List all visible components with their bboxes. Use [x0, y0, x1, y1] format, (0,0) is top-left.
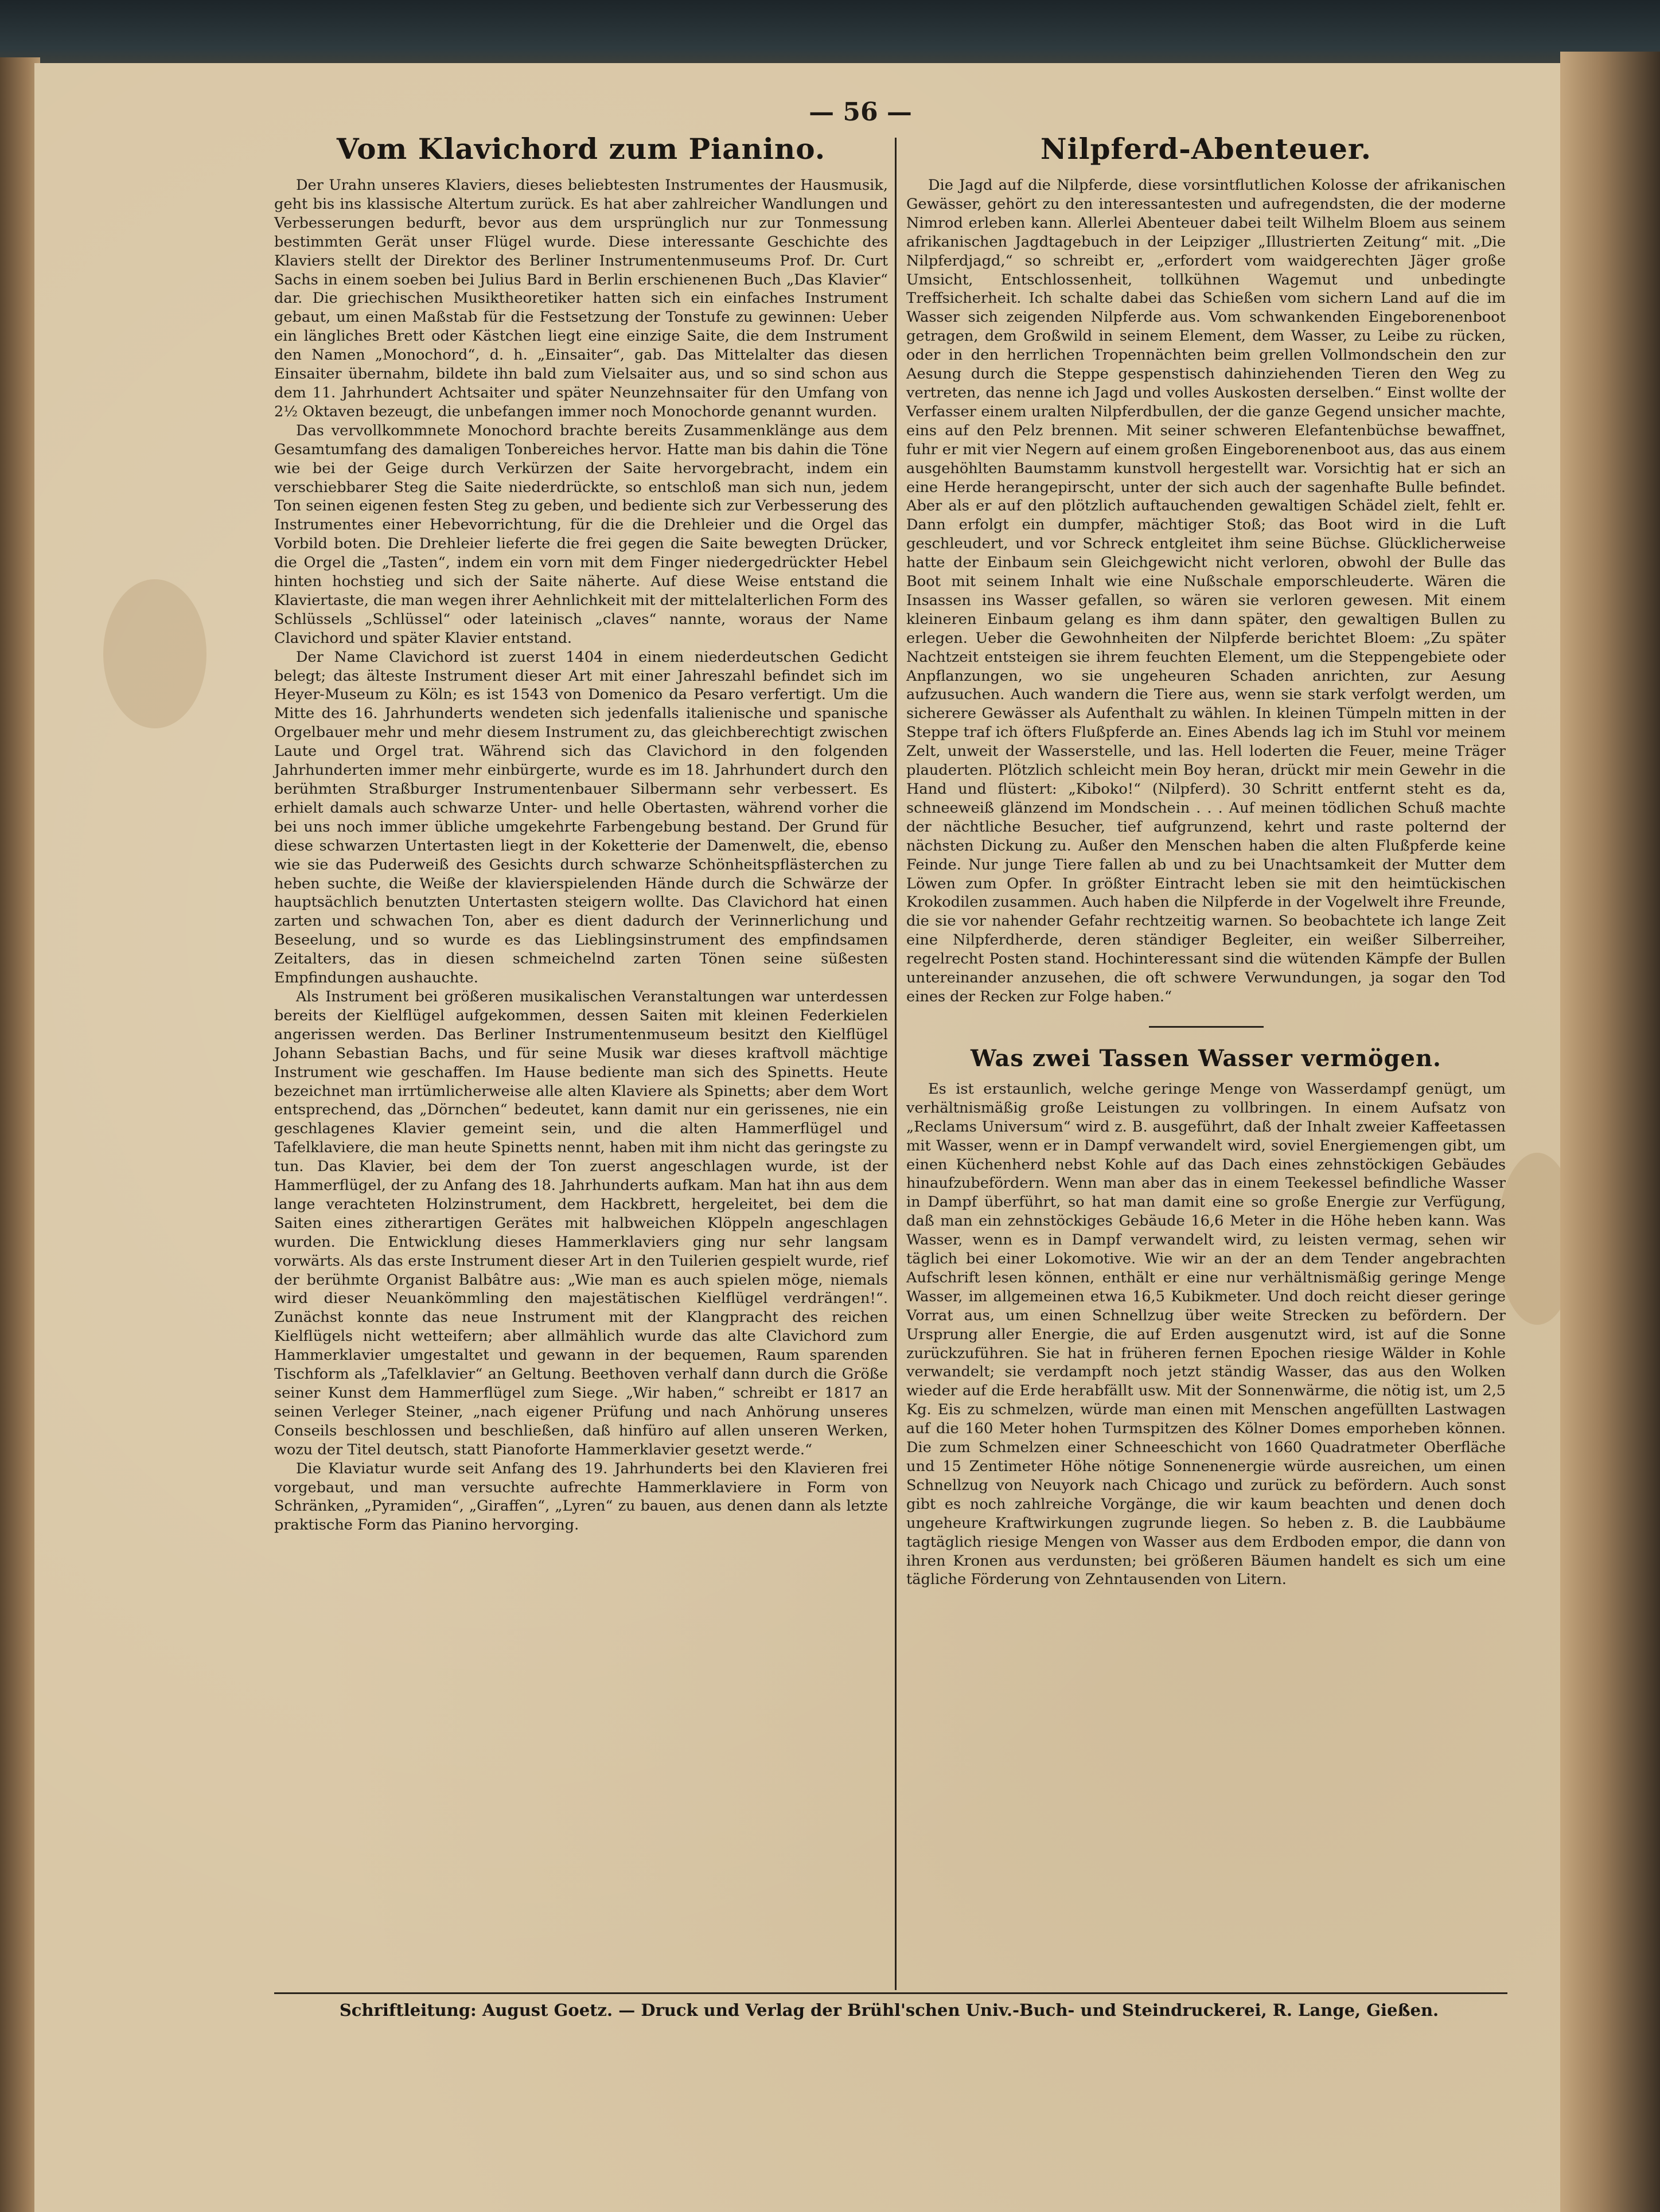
article-paragraph: Der Urahn unseres Klaviers, dieses beliebtesten Instrumentes der Hausmusik, geht bis ins klassische Altertum zurück. Es hat aber zahlreicher Wandlungen und Verbesserungen bedurft, bevor aus dem ursprünglich nur zur Tonmessung bestimmten Gerät unser Flügel wurde. Diese interessante Geschichte des Klaviers stellt der Direktor des Berliner Instrumentenmuseums Prof. Dr. Curt Sachs in einem soeben bei Julius Bard in Berlin erschienenen Buch „Das Klavier“ dar. Die griechischen Musiktheoretiker hatten sich ein einfaches Instrument gebaut, um einen Maßstab für die Festsetzung der Tonstufe zu gewinnen: Ueber ein längliches Brett oder Kästchen liegt eine einzige Saite, die dem Instrument den Namen „Monochord“, d. h. „Einsaiter“, gab. Das Mittelalter das diesen Einsaiter übernahm, bildete ihn bald zum Vielsaiter aus, und so sind schon aus dem 11. Jahrhundert Achtsaiter und später Neunzehnsaiter für den Umfang von 2½ Oktaven bezeugt, die unbefangen immer noch Monochorde genannt wurden. [274, 177, 888, 420]
column-divider [895, 138, 897, 1990]
paper-stain [103, 579, 206, 728]
article-title-klavichord: Vom Klavichord zum Pianino. [336, 132, 826, 166]
article-title-wasser: Was zwei Tassen Wasser vermögen. [971, 1044, 1441, 1072]
article-paragraph: Die Jagd auf die Nilpferde, diese vorsintflutlichen Kolosse der afrikanischen Gewässer, gehört zu den interessantesten und aufregendsten, die der moderne Nimrod erleben kann. Allerlei Abenteuer dabei teilt Wilhelm Bloem aus seinem afrikanischen Jagdtagebuch in der Leipziger „Illustrierten Zeitung“ mit. „Die Nilpferdjagd,“ so schreibt er, „erfordert vom waidgerechten Jäger große Umsicht, Entschlossenheit, tollkühnen Wagemut und unbedingte Treffsicherheit. Ich schalte dabei das Schießen vom sichern Land auf die im Wasser sich zeigenden Nilpferde aus. Vom schwankenden Eingeborenenboot getragen, dem Großwild in seinem Element, dem Wasser, zu Leibe zu rücken, oder in den herrlichen Tropennächten beim grellen Vollmondschein den zur Aesung durch die Steppe gespenstisch dahinziehenden Tieren den Weg zu vertreten, das nenne ich Jagd und volles Auskosten derselben.“ Einst wollte der Verfasser einem uralten Nilpferdbullen, der die ganze Gegend unsicher machte, eins auf den Pelz brennen. Mit seiner schweren Elefantenbüchse bewaffnet, fuhr er mit vier Negern auf einem großen Eingeborenenboot aus, das aus einem ausgehöhlten Baumstamm kunstvoll hergestellt war. Vorsichtig hat er sich an eine Herde herangepirscht, unter der sich auch der sagenhafte Bulle befindet. Aber als er auf den plötzlich auftauchenden gewaltigen Schädel zielt, fehlt er. Dann erfolgt ein dumpfer, mächtiger Stoß; das Boot wird in die Luft geschleudert, und vor Schreck entgleitet ihm seine Büchse. Glücklicherweise hatte der Einbaum sein Gleichgewicht nicht verloren, obwohl der Bulle das Boot mit seinem Inhalt wie eine Nußschale emporschleuderte. Wären die Insassen ins Wasser gefallen, so wären sie verloren gewesen. Mit einem kleineren Einbaum gelang es ihm dann später, den gewaltigen Bullen zu erlegen. Ueber die Gewohnheiten der Nilpferde berichtet Bloem: „Zu später Nachtzeit entsteigen sie ihrem feuchten Element, um die Steppengebiete oder Anpflanzungen, wo sie ungeheuren Schaden anrichten, zur Aesung aufzusuchen. Auch wandern die Tiere aus, wenn sie stark verfolgt werden, um sicherere Gewässer als Aufenthalt zu wählen. In kleinen Tümpeln mitten in der Steppe traf ich öfters Flußpferde an. Eines Abends lag ich im Stuhl vor meinem Zelt, unweit der Wasserstelle, und las. Hell loderten die Feuer, meine Träger plauderten. Plötzlich schleicht mein Boy heran, drückt mir mein Gewehr in die Hand und flüstert: „Kiboko!“ (Nilpferd). 30 Schritt entfernt steht es da, schneeweiß glänzend im Mondschein . . . Auf meinen tödlichen Schuß machte der nächtliche Besucher, tief aufgrunzend, kehrt und raste polternd der nächsten Dickung zu. Außer den Menschen haben die alten Flußpferde keine Feinde. Nur junge Tiere fallen ab und zu bei Unachtsamkeit der Mutter dem Löwen zum Opfer. In größter Eintracht leben sie mit den heimtückischen Krokodilen zusammen. Auch haben die Nilpferde in der Vogelwelt ihre Freunde, die sie vor nahender Gefahr rechtzeitig warnen. So beobachtete ich lange Zeit eine Nilpferdherde, deren ständiger Begleiter, ein weißer Silberreiher, regelrecht Posten stand. Hochinteressant sind die wütenden Kämpfe der Bullen untereinander anzusehen, die oft schwere Verwundungen, ja sogar den Tod eines der Recken zur Folge haben.“ [906, 177, 1506, 1005]
page-number: — 56 — [809, 97, 912, 127]
imprint-footer: Schriftleitung: August Goetz. — Druck und Verlag der Brühl'schen Univ.-Buch- und Steindruckerei, R. Lange, Gießen. [339, 2000, 1439, 2020]
article-paragraph: Die Klaviatur wurde seit Anfang des 19. Jahrhunderts bei den Klavieren frei vorgebaut, und man versuchte aufrechte Hammerklaviere in Form von Schränken, „Pyramiden“, „Giraffen“, „Lyren“ zu bauen, aus denen dann als letzte praktische Form das Pianino hervorging. [274, 1460, 888, 1534]
article-paragraph: Der Name Clavichord ist zuerst 1404 in einem niederdeutschen Gedicht belegt; das älteste Instrument dieser Art mit einer Jahreszahl befindet sich im Heyer-Museum zu Köln; es ist 1543 von Domenico da Pesaro verfertigt. Um die Mitte des 16. Jahrhunderts wendeten sich jedenfalls italienische und spanische Orgelbauer mehr und mehr diesem Instrument zu, das gleichberechtigt zwischen Laute und Orgel trat. Während sich das Clavichord in den folgenden Jahrhunderten immer mehr einbürgerte, wurde es im 18. Jahrhundert durch den berühmten Straßburger Instrumentenbauer Silbermann sehr verbessert. Es erhielt damals auch schwarze Unter- und helle Obertasten, während vorher die bei uns noch immer übliche umgekehrte Farbengebung bestand. Der Grund für diese schwarzen Untertasten liegt in der Koketterie der Damenwelt, die, ebenso wie sie das Puderweiß des Gesichts durch schwarze Schönheitspflästerchen zu heben suchte, die Weiße der klavierspielenden Hände durch die Schwärze der hauptsächlich benutzten Untertasten steigern wollte. Das Clavichord hat einen zarten und schwachen Ton, aber es dient dadurch der Verinnerlichung und Beseelung, und so wurde es das Lieblingsinstrument des empfindsamen Zeitalters, das in diesen schmeichelnd zarten Tönen seine süßesten Empfindungen aushauchte. [274, 648, 888, 987]
article-title-nilpferd: Nilpferd-Abenteuer. [1040, 132, 1372, 166]
right-column [906, 132, 1506, 1589]
article-separator [1149, 1026, 1264, 1028]
article-paragraph: Das vervollkommnete Monochord brachte bereits Zusammenklänge aus dem Gesamtumfang des damaligen Tonbereiches hervor. Hatte man bis dahin die Töne wie bei der Geige durch Verkürzen der Saite hervorgebracht, indem ein verschiebbarer Steg die Saite niederdrückte, so entschloß man sich nun, jedem Ton seinen eigenen festen Steg zu geben, und bediente sich zur Verbesserung des Instrumentes einer Hebevorrichtung, für die die Drehleier und die Orgel das Vorbild boten. Die Drehleier lieferte die frei gegen die Saite bewegten Drücker, die Orgel die „Tasten“, indem ein vorn mit dem Finger niedergedrückter Hebel hinten hochstieg und sich der Saite näherte. Auf diese Weise entstand die Klaviertaste, die man wegen ihrer Aehnlichkeit mit der mittelalterlichen Form des Schlüssels „Schlüssel“ oder lateinisch „claves“ nannte, woraus der Name Clavichord und später Klavier entstand. [274, 422, 888, 647]
article-paragraph: Als Instrument bei größeren musikalischen Veranstaltungen war unterdessen bereits der Kielflügel aufgekommen, dessen Saiten mit kleinen Federkielen angerissen werden. Das Berliner Instrumentenmuseum besitzt den Kielflügel Johann Sebastian Bachs, und für seine Musik war dieses kraftvoll mächtige Instrument wie geschaffen. Im Hause bediente man sich des Spinetts. Heute bezeichnet man irrtümlicherweise alle alten Klaviere als Spinetts; aber dem Wort entsprechend, das „Dörnchen“ bedeutet, kann damit nur ein gerissenes, nie ein geschlagenes Klavier gemeint sein, und die alten Hammerflügel und Tafelklaviere, die man heute Spinetts nennt, haben mit ihm nicht das geringste zu tun. Das Klavier, bei dem der Ton zuerst angeschlagen wurde, ist der Hammerflügel, der zu Anfang des 18. Jahrhunderts aufkam. Man hat ihn aus dem lange verachteten Holzinstrument, dem Hackbrett, hergeleitet, bei dem die Saiten eines zitherartigen Gerätes mit halbweichen Klöppeln angeschlagen wurden. Die Entwicklung dieses Hammerklaviers ging nur sehr langsam vorwärts. Als das erste Instrument dieser Art in den Tuilerien gespielt wurde, rief der berühmte Organist Balbâtre aus: „Wie man es auch spielen möge, niemals wird dieser Neuankömmling den majestätischen Kielflügel verdrängen!“. Zunächst konnte das neue Instrument mit der Klangpracht des reichen Kielflügels nicht wetteifern; aber allmählich wurde das alte Clavichord zum Hammerklavier umgestaltet und gewann in der bequemen, Raum sparenden Tischform als „Tafelklavier“ an Geltung. Beethoven verhalf dann durch die Größe seiner Kunst dem Hammerflügel zum Siege. „Wir haben,“ schreibt er 1817 an seinen Verleger Steiner, „nach eigener Prüfung und nach Anhörung unseres Conseils beschlossen und beschließen, daß hinfüro auf allen unseren Werken, wozu der Titel deutsch, statt Pianoforte Hammerklavier gesetzt werde.“ [274, 988, 888, 1458]
page-edge-right [1560, 52, 1660, 2212]
article-paragraph: Es ist erstaunlich, welche geringe Menge von Wasserdampf genügt, um verhältnismäßig große Leistungen zu vollbringen. In einem Aufsatz von „Reclams Universum“ wird z. B. ausgeführt, daß der Inhalt zweier Kaffeetassen mit Wasser, wenn er in Dampf verwandelt wird, soviel Energiemengen gibt, um einen Küchenherd nebst Kohle auf das Dach eines zehnstöckigen Gebäudes hinaufzubefördern. Wenn man aber das in einem Teekessel befindliche Wasser in Dampf überführt, so hat man damit eine so große Energie zur Verfügung, daß man ein zehnstöckiges Gebäude 16,6 Meter in die Höhe heben kann. Was Wasser, wenn es in Dampf verwandelt wird, zu leisten vermag, sehen wir täglich bei einer Lokomotive. Wie wir an der an dem Tender angebrachten Aufschrift lesen können, enthält er eine nur verhältnismäßig geringe Menge Wasser, im allgemeinen etwa 16,5 Kubikmeter. Und doch reicht dieser geringe Vorrat aus, um einen Schnellzug über weite Strecken zu befördern. Der Ursprung aller Energie, die auf Erden ausgenutzt wird, ist auf die Sonne zurückzuführen. Sie hat in früheren fernen Epochen riesige Wälder in Kohle verwandelt; sie verdampft noch jetzt ständig Wasser, das aus den Wolken wieder auf die Erde herabfällt usw. Mit der Sonnenwärme, die nötig ist, um 2,5 Kg. Eis zu schmelzen, würde man einen mit Menschen angefüllten Lastwagen auf die 160 Meter hohen Turmspitzen des Kölner Domes emporheben können. Die zum Schmelzen einer Schneeschicht von 1660 Quadratmeter Oberfläche und 15 Zentimeter Höhe nötige Sonnenenergie würde ausreichen, um einen Schnellzug von Neuyork nach Chicago und zurück zu befördern. Auch sonst gibt es noch zahlreiche Vorgänge, die wir kaum beachten und denen doch ungeheure Kraftwirkungen zugrunde liegen. So heben z. B. die Laubbäume tagtäglich riesige Mengen von Wasser aus dem Erdboden empor, die dann von ihren Kronen aus verdunsten; bei größeren Bäumen handelt es sich um eine tägliche Förderung von Zehntausenden von Litern. [906, 1080, 1506, 1589]
left-column [274, 132, 888, 1535]
footer-rule [274, 1992, 1507, 1994]
